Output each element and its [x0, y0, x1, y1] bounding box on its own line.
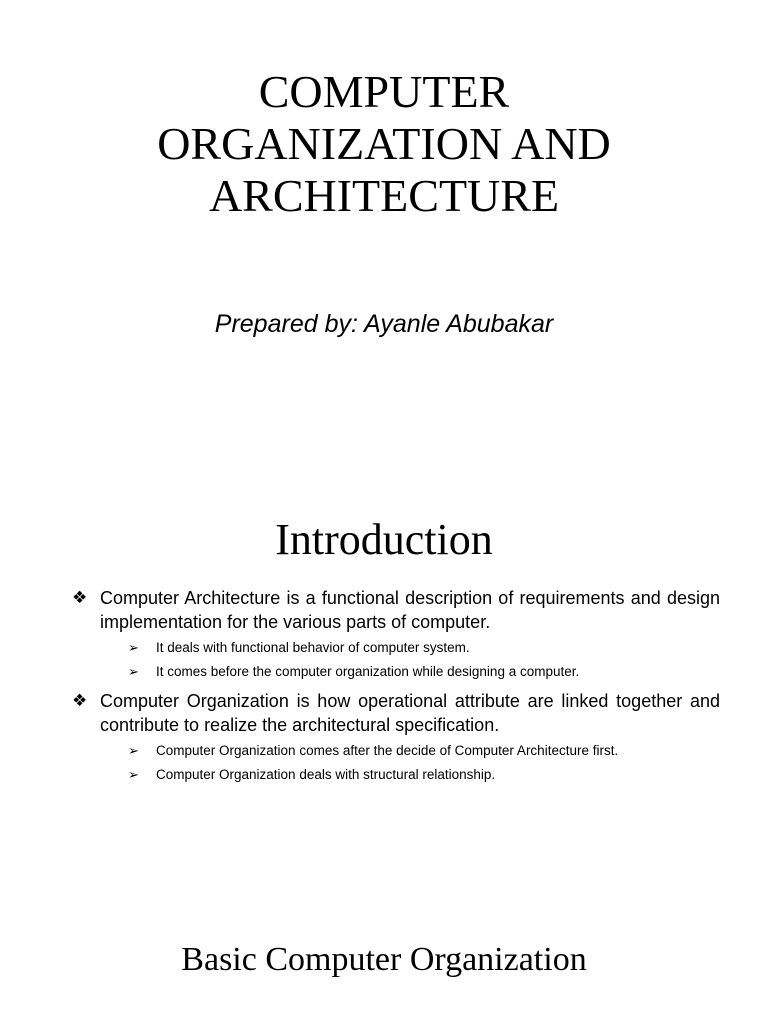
document-title: [0, 66, 768, 222]
sub-bullet-list: [128, 741, 720, 784]
sub-bullet-text: It comes before the computer organization while designing a computer.: [156, 664, 580, 679]
author-subtitle: Prepared by: Ayanle Abubakar: [214, 310, 554, 338]
introduction-heading: Introduction: [275, 515, 493, 564]
introduction-bullet-list: [72, 586, 720, 792]
diamond-bullet-icon: ❖: [72, 691, 88, 710]
title-line-3: ARCHITECTURE: [208, 170, 560, 221]
basic-computer-organization-heading: Basic Computer Organization: [181, 941, 587, 978]
sub-bullet-text: Computer Organization comes after the decide of Computer Architecture first.: [156, 743, 619, 758]
sub-bullet-list: [128, 638, 720, 681]
bullet-computer-architecture: [72, 586, 720, 634]
arrow-bullet-icon: ➢: [128, 767, 139, 782]
bullet-text: Computer Architecture is a functional description of requirements and design implementation for the various parts of computer.: [100, 588, 720, 632]
arrow-bullet-icon: ➢: [128, 640, 139, 655]
diamond-bullet-icon: ❖: [72, 588, 88, 607]
title-line-1: COMPUTER: [258, 66, 510, 117]
arrow-bullet-icon: ➢: [128, 743, 139, 758]
sub-bullet-item: [128, 765, 720, 784]
sub-bullet-text: It deals with functional behavior of computer system.: [156, 640, 470, 655]
arrow-bullet-icon: ➢: [128, 664, 139, 679]
sub-bullet-item: [128, 638, 720, 657]
bullet-text: Computer Organization is how operational attribute are linked together and contribute to realize the architectural specification.: [100, 691, 720, 735]
sub-bullet-text: Computer Organization deals with structural relationship.: [156, 767, 496, 782]
bullet-computer-organization: [72, 689, 720, 737]
sub-bullet-item: [128, 662, 720, 681]
sub-bullet-item: [128, 741, 720, 760]
title-line-2: ORGANIZATION AND: [157, 118, 611, 169]
